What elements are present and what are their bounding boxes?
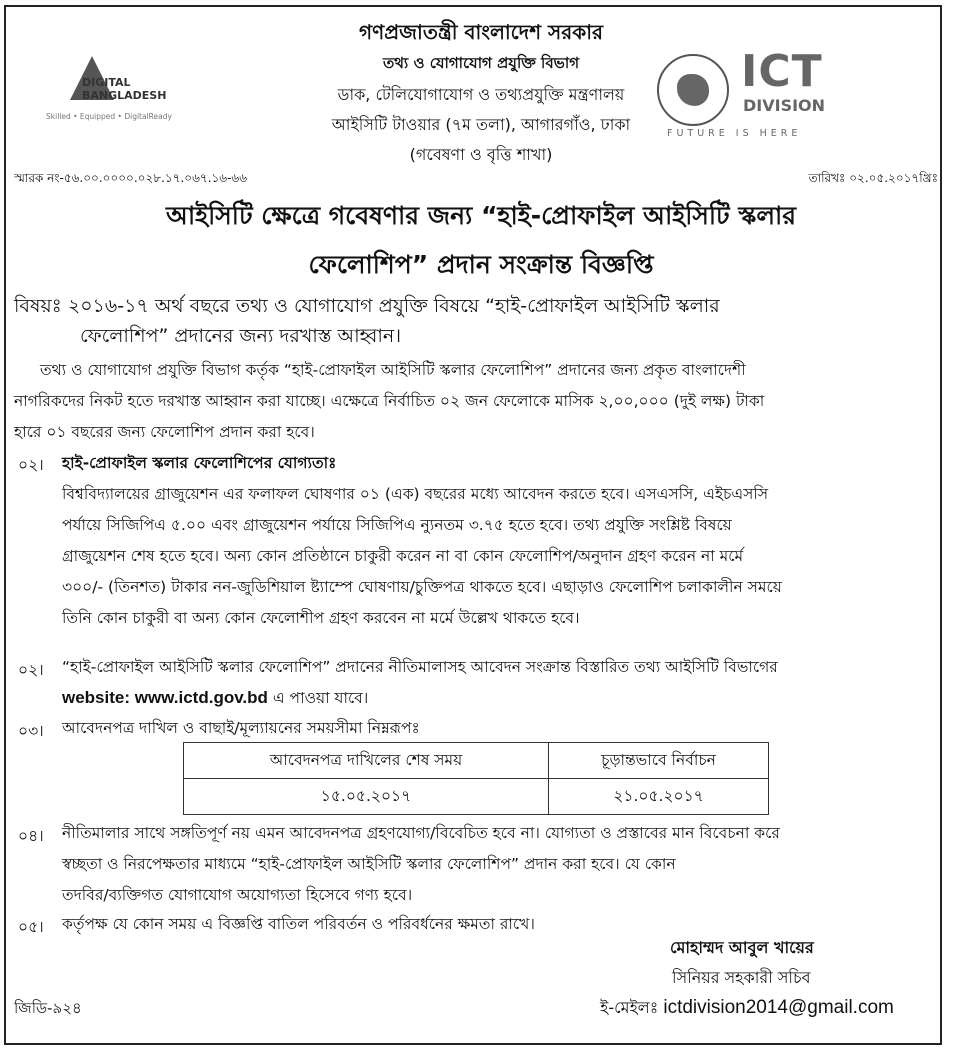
eligibility-heading: হাই-প্রোফাইল স্কলার ফেলোশিপের যোগ্যতাঃ bbox=[62, 454, 337, 472]
address: আইসিটি টাওয়ার (৭ম তলা), আগারগাঁও, ঢাকা bbox=[331, 115, 631, 134]
table-row bbox=[184, 743, 769, 779]
timeline-table bbox=[183, 742, 769, 815]
table-row bbox=[184, 779, 769, 815]
ict-logo-tagline: FUTURE IS HERE bbox=[667, 128, 802, 139]
gd-number: জিডি-৯২৪ bbox=[14, 999, 82, 1017]
ict-logo-division: DIVISION bbox=[743, 96, 826, 115]
intro-line1: তথ্য ও যোগাযোগ প্রযুক্তি বিভাগ কর্তৃক “হাই-প্রোফাইল আইসিটি স্কলার ফেলোশিপ” প্রদানের জন্য প্রকৃত বাংলাদেশী bbox=[40, 361, 746, 379]
division-name: তথ্য ও যোগাযোগ প্রযুক্তি বিভাগ bbox=[382, 54, 580, 72]
notice-title-line2: ফেলোশিপ” প্রদান সংক্রান্ত বিজ্ঞপ্তি bbox=[308, 250, 654, 279]
email-label: ই-মেইলঃ bbox=[600, 998, 664, 1017]
db-logo-line2: BANGLADESH bbox=[82, 89, 167, 102]
db-logo-tagline: Skilled • Equipped • DigitalReady bbox=[46, 112, 172, 121]
table-cell-deadline: ১৫.০৫.২০১৭ bbox=[184, 779, 549, 815]
ict-logo-text: ICT bbox=[741, 46, 823, 97]
rules-line3: তদবির/ব্যক্তিগত যোগাযোগ অযোগ্যতা হিসেবে গণ্য হবে। bbox=[62, 886, 413, 904]
section-number: ০৪। bbox=[18, 827, 44, 845]
email-line bbox=[600, 995, 894, 1022]
section-number: ০৫। bbox=[18, 918, 44, 936]
table-cell-selection: ২১.০৫.২০১৭ bbox=[549, 779, 769, 815]
eligibility-line2: পর্যায়ে সিজিপিএ ৫.০০ এবং গ্রাজুয়েশন পর্যায়ে সিজিপিএ ন্যুনতম ৩.৭৫ হতে হবে। তথ্য প্রযুক্তি সংশ্লিষ্ট বিষয়ে bbox=[62, 516, 732, 534]
signatory-name: মোহাম্মদ আবুল খায়ের bbox=[670, 938, 814, 957]
website-line-rest: এ পাওয়া যাবে। bbox=[267, 689, 369, 707]
memo-ref: স্মারক নং-৫৬.০০.০০০০.০২৮.১৭.০৬৭.১৬-৬৬ bbox=[14, 171, 248, 185]
intro-line2: নাগরিকদের নিকট হতে দরখাস্ত আহ্বান করা যাচ্ছে। এক্ষেত্রে নির্বাচিত ০২ জন ফেলোকে মাসিক ২,০০,০০০ (দুই লক্ষ) টাকা bbox=[14, 392, 765, 410]
intro-line3: হারে ০১ বছরের জন্য ফেলোশিপ প্রদান করা হবে। bbox=[14, 423, 315, 441]
table-header-deadline: আবেদনপত্র দাখিলের শেষ সময় bbox=[184, 743, 549, 779]
signatory-designation: সিনিয়র সহকারী সচিব bbox=[672, 968, 811, 987]
rules-line2: স্বচ্ছতা ও নিরপেক্ষতার মাধ্যমে “হাই-প্রোফাইল আইসিটি স্কলার ফেলোশিপ” প্রদান করা হবে। যে কোন bbox=[62, 855, 676, 873]
eligibility-line3: গ্রাজুয়েশন শেষ হতে হবে। অন্য কোন প্রতিষ্ঠানে চাকুরী করেন না বা কোন ফেলোশিপ/অনুদান গ্রহণ করেন না মর্মে bbox=[62, 547, 744, 565]
rules-line1: নীতিমালার সাথে সঙ্গতিপূর্ণ নয় এমন আবেদনপত্র গ্রহণযোগ্য/বিবেচিত হবে না। যোগ্যতা ও প্রস্তাবের মান বিবেচনা করে bbox=[62, 824, 780, 842]
db-logo-line1: DIGITAL bbox=[82, 76, 131, 89]
table-header-selection: চূড়ান্তভাবে নির্বাচন bbox=[549, 743, 769, 779]
eligibility-line5: তিনি কোন চাকুরী বা অন্য কোন ফেলোশীপ গ্রহণ করবেন না মর্মে উল্লেখ থাকতে হবে। bbox=[62, 609, 580, 627]
govt-title: গণপ্রজাতন্ত্রী বাংলাদেশ সরকার bbox=[359, 20, 603, 44]
subject-line1: বিষয়ঃ ২০১৬-১৭ অর্থ বছরে তথ্য ও যোগাযোগ প্রযুক্তি বিষয়ে “হাই-প্রোফাইল আইসিটি স্কলার bbox=[14, 295, 720, 317]
eligibility-line4: ৩০০/- (তিনশত) টাকার নন-জুডিশিয়াল ষ্ট্যাম্পে ঘোষণায়/চুক্তিপত্র থাকতে হবে। এছাড়াও ফেলোশিপ চলাকালীন সময়ে bbox=[62, 578, 782, 596]
ministry-name: ডাক, টেলিযোগাযোগ ও তথ্যপ্রযুক্তি মন্ত্রণালয় bbox=[337, 85, 625, 104]
email-address[interactable]: ictdivision2014@gmail.com bbox=[663, 997, 894, 1018]
website-line1: “হাই-প্রোফাইল আইসিটি স্কলার ফেলোশিপ” প্রদানের নীতিমালাসহ আবেদন সংক্রান্ত বিস্তারিত তথ্য আইসিটি বিভাগের bbox=[62, 658, 778, 676]
website-line2 bbox=[62, 682, 368, 714]
eligibility-line1: বিশ্ববিদ্যালয়ের গ্রাজুয়েশন এর ফলাফল ঘোষণার ০১ (এক) বছরের মধ্যে আবেদন করতে হবে। এসএসসি, এইচএসসি bbox=[62, 485, 769, 503]
section-number: ০৩। bbox=[18, 722, 44, 740]
timeline-intro: আবেদনপত্র দাখিল ও বাছাই/মূল্যায়নের সময়সীমা নিম্নরূপঃ bbox=[62, 719, 420, 737]
website-link[interactable]: website: www.ictd.gov.bd bbox=[62, 688, 268, 707]
memo-date: তারিখঃ ০২.০৫.২০১৭খ্রিঃ bbox=[808, 171, 938, 185]
authority-line: কর্তৃপক্ষ যে কোন সময় এ বিজ্ঞপ্তি বাতিল পরিবর্তন ও পরিবর্ধনের ক্ষমতা রাখে। bbox=[62, 915, 535, 933]
branch-name: (গবেষণা ও বৃত্তি শাখা) bbox=[409, 145, 553, 164]
notice-title-line1: আইসিটি ক্ষেত্রে গবেষণার জন্য “হাই-প্রোফাইল আইসিটি স্কলার bbox=[165, 201, 797, 230]
section-number: ০২। bbox=[18, 661, 44, 679]
subject-line2: ফেলোশিপ” প্রদানের জন্য দরখাস্ত আহ্বান। bbox=[80, 325, 402, 347]
section-number: ০২। bbox=[18, 456, 44, 474]
